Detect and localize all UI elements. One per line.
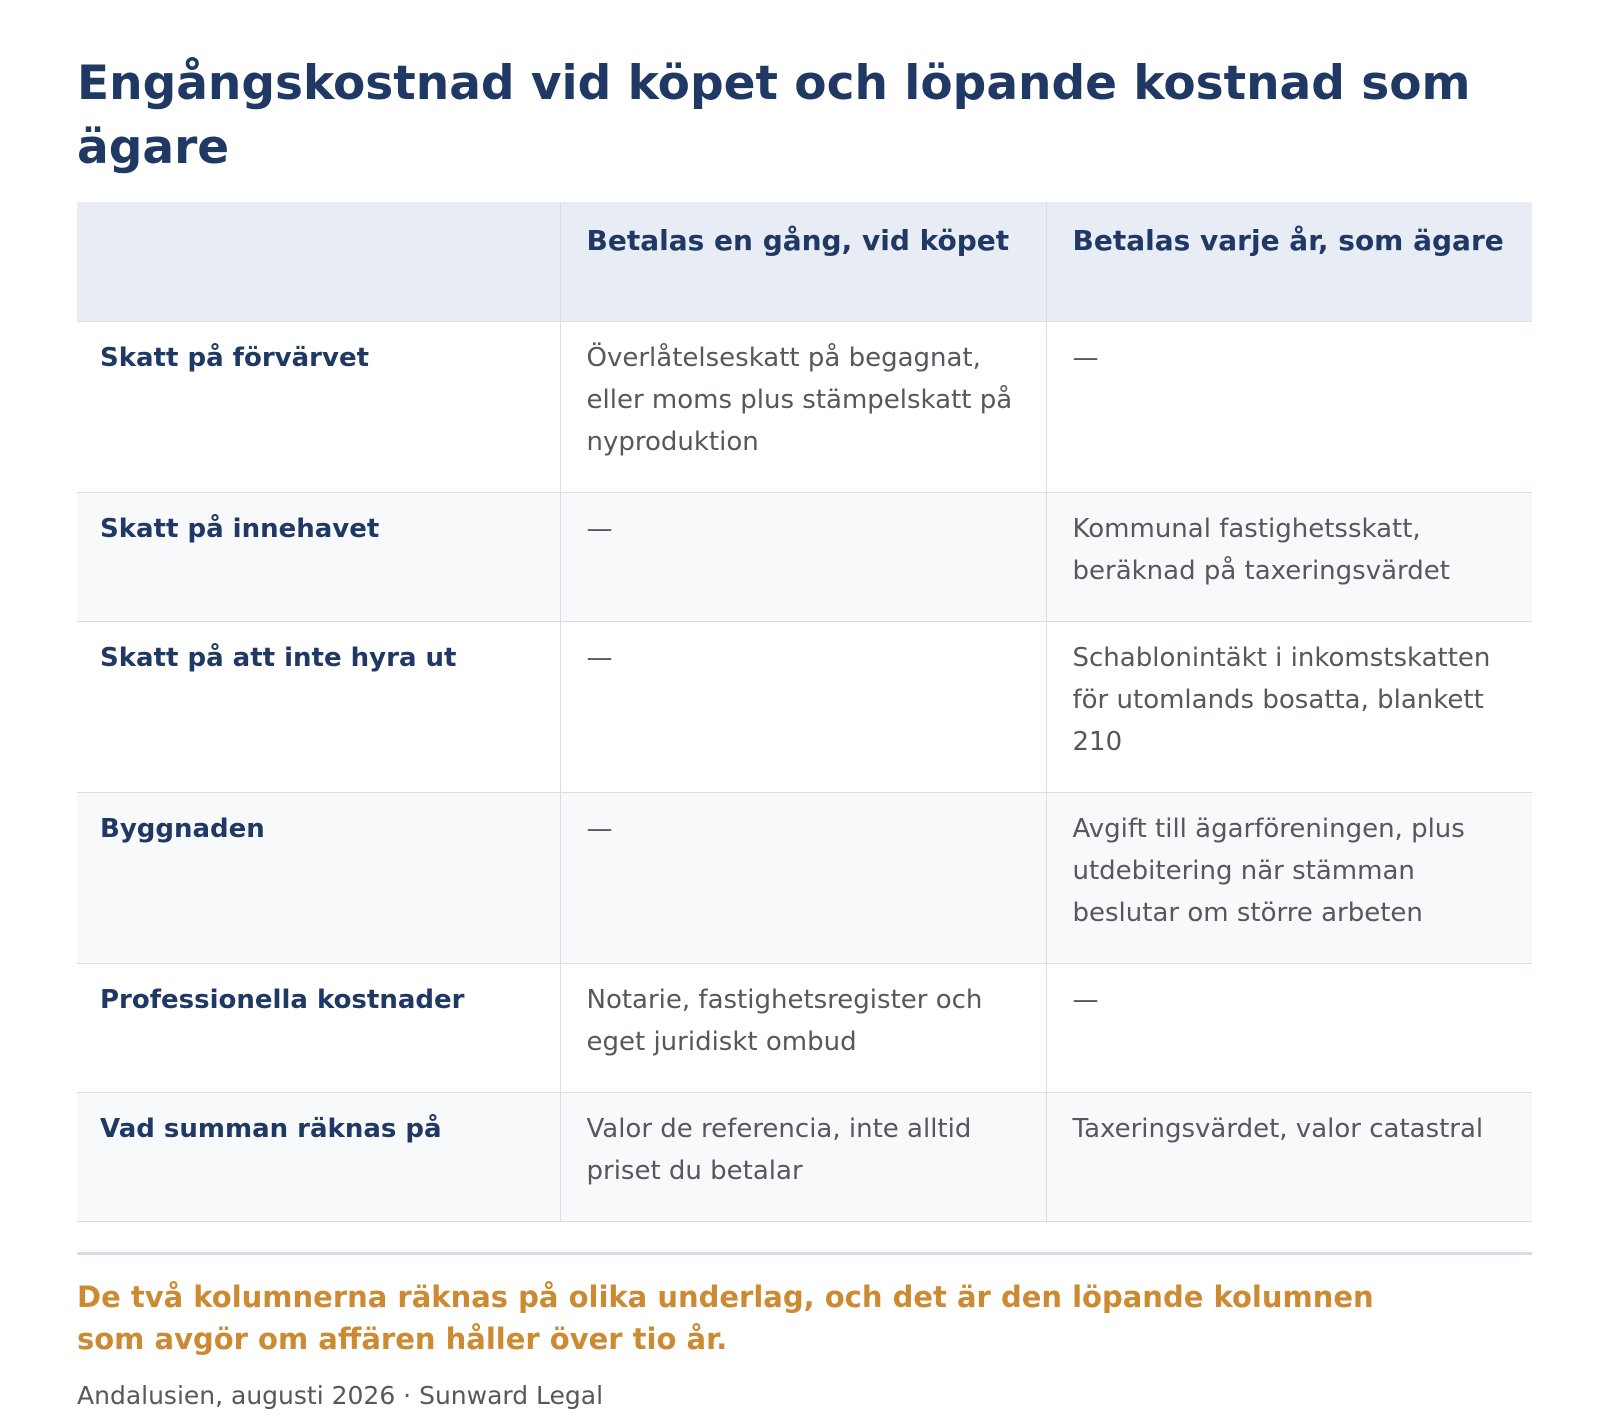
cell-yearly: — (1046, 321, 1532, 492)
table-row (77, 1092, 1532, 1221)
cell-once: Notarie, fastighetsregister och eget juridiskt ombud (560, 963, 1046, 1092)
table-row (77, 321, 1532, 492)
row-label: Byggnaden (77, 792, 560, 963)
table-header-row (77, 202, 1532, 321)
row-label: Skatt på förvärvet (77, 321, 560, 492)
cell-yearly: Taxeringsvärdet, valor catastral (1046, 1092, 1532, 1221)
row-label: Vad summan räknas på (77, 1092, 560, 1221)
table-row (77, 792, 1532, 963)
cell-yearly: Schablonintäkt i inkomstskatten för utomlands bosatta, blankett 210 (1046, 621, 1532, 792)
row-label: Skatt på innehavet (77, 492, 560, 621)
cell-once: Överlåtelseskatt på begagnat, eller moms plus stämpelskatt på nyproduktion (560, 321, 1046, 492)
cell-once: — (560, 492, 1046, 621)
table-row (77, 492, 1532, 621)
footer-text: Andalusien, augusti 2026 · Sunward Legal (77, 1380, 604, 1410)
table-row (77, 621, 1532, 792)
cell-once: — (560, 792, 1046, 963)
header-cell-empty (77, 202, 560, 321)
cell-yearly: Kommunal fastighetsskatt, beräknad på taxeringsvärdet (1046, 492, 1532, 621)
row-label: Skatt på att inte hyra ut (77, 621, 560, 792)
row-label: Professionella kostnader (77, 963, 560, 1092)
cell-once: Valor de referencia, inte alltid priset du betalar (560, 1092, 1046, 1221)
cell-yearly: Avgift till ägarföreningen, plus utdebitering när stämman beslutar om större arbeten (1046, 792, 1532, 963)
header-cell-once: Betalas en gång, vid köpet (560, 202, 1046, 321)
cell-yearly: — (1046, 963, 1532, 1092)
table-row (77, 963, 1532, 1092)
page-title: Engångskostnad vid köpet och löpande kostnad som ägare (77, 56, 1471, 175)
cell-once: — (560, 621, 1046, 792)
document-page (77, 52, 1532, 1414)
header-cell-yearly: Betalas varje år, som ägare (1046, 202, 1532, 321)
cost-table (77, 202, 1532, 1222)
conclusion-text: De två kolumnerna räknas på olika underlag, och det är den löpande kolumnen som avgör om affären håller över tio år. (77, 1279, 1374, 1356)
divider (77, 1252, 1532, 1255)
